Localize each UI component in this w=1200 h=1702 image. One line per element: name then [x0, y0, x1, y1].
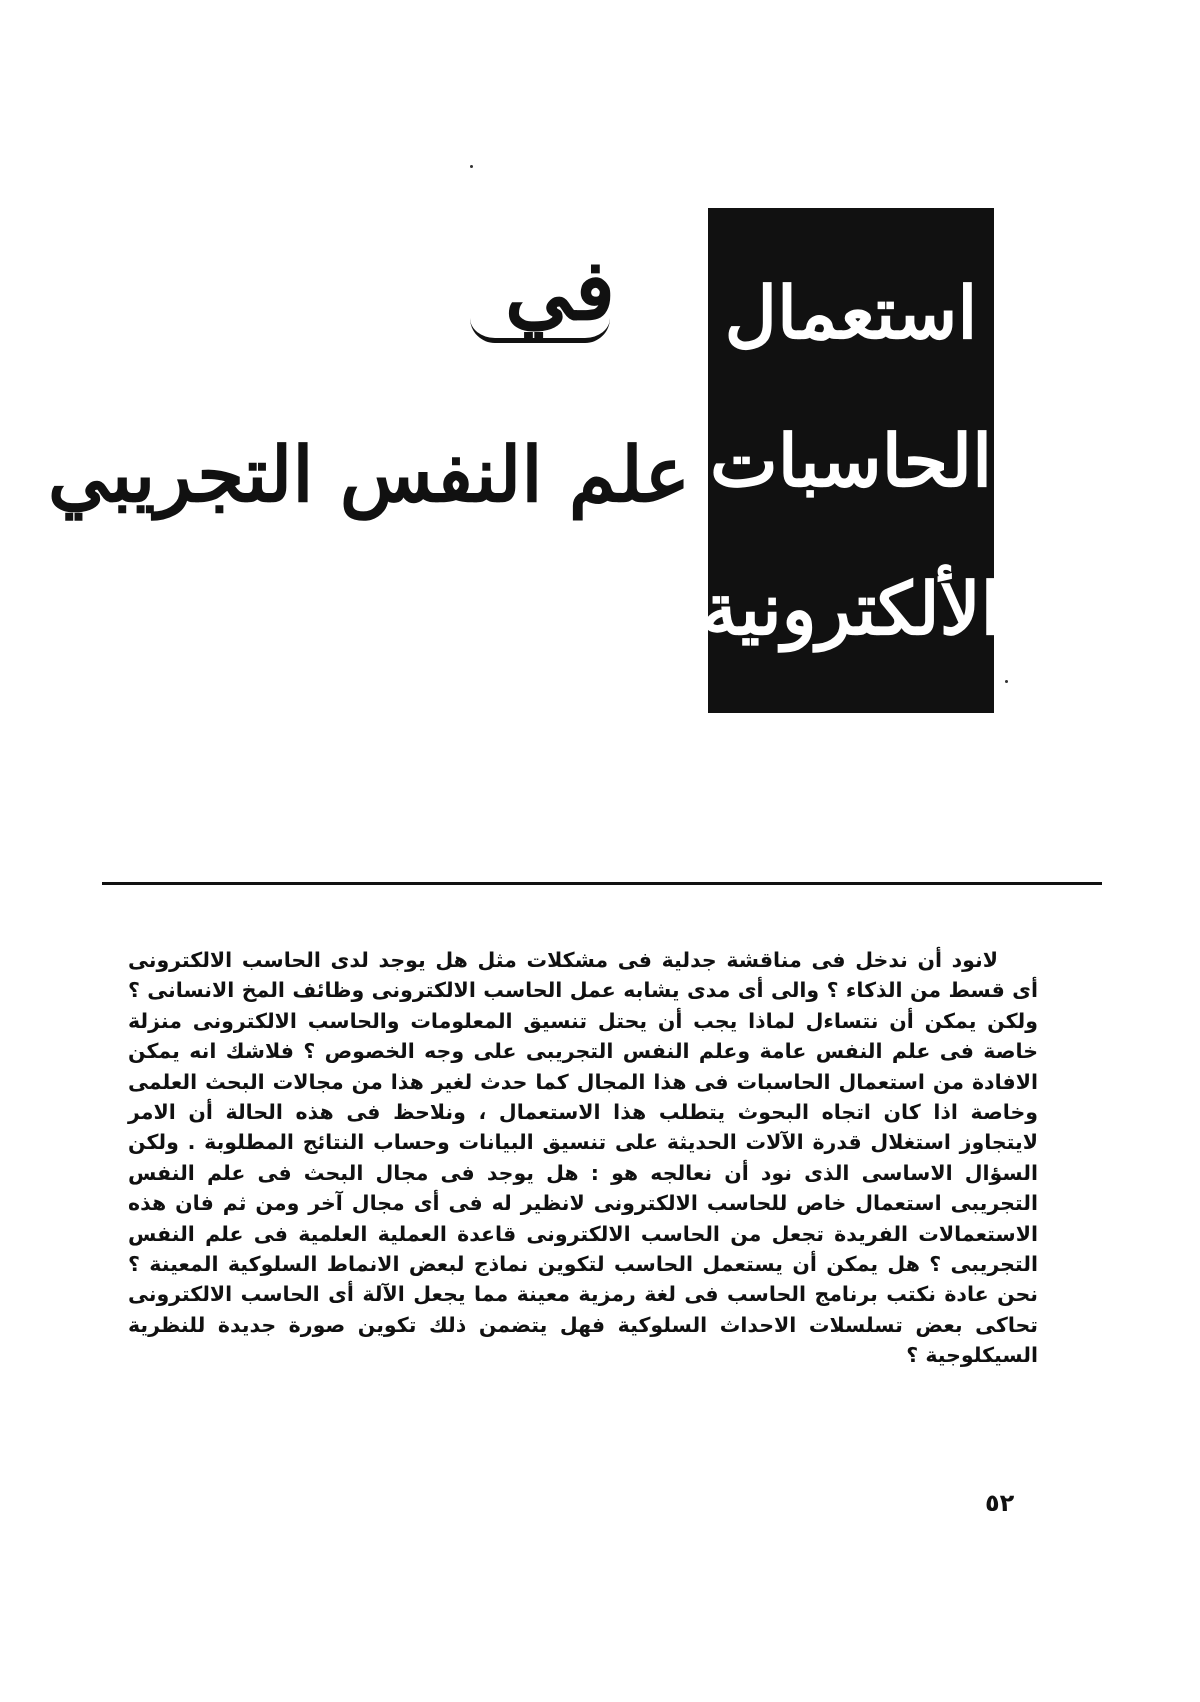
body-paragraph: لانود أن ندخل فى مناقشة جدلية فى مشكلات مثل هل يوجد لدى الحاسب الالكترونى أى قسط من الذكاء ؟ والى أى مدى يشابه عمل الحاسب الالكترونى وظائف المخ الانسانى ؟ ولكن يمكن أن نتساءل لماذا يجب أن يحتل تنسيق المعلومات والحاسب الالكترونى منزلة خاصة فى علم النفس عامة وعلم النفس التجريبى على وجه الخصوص ؟ فلاشك انه يمكن الافادة من استعمال الحاسبات فى هذا المجال كما حدث لغير هذا من مجالات البحث العلمى وخاصة اذا كان اتجاه البحوث يتطلب هذا الاستعمال ، ونلاحظ فى هذه الحالة أن الامر لايتجاوز استغلال قدرة الآلات الحديثة على تنسيق البيانات وحساب النتائج المطلوبة . ولكن السؤال الاساسى الذى نود أن نعالجه هو : هل يوجد فى مجال البحث فى علم النفس التجريبى استعمال خاص للحاسب الالكترونى لانظير له فى أى مجال آخر ومن ثم فان هذه الاستعمالات الفريدة تجعل من الحاسب الالكترونى قاعدة العملية العلمية فى علم النفس التجريبى ؟ هل يمكن أن يستعمل الحاسب لتكوين نماذج لبعض الانماط السلوكية المعينة ؟ نحن عادة نكتب برنامج الحاسب فى لغة رمزية معينة مما يجعل الآلة أى الحاسب الالكترونى تحاكى بعض تسلسلات الاحداث السلوكية فهل يتضمن ذلك تكوين صورة جديدة للنظرية السيكلوجية ؟ — [128, 948, 1038, 1368]
scan-speck — [1005, 680, 1008, 683]
connector-swash-decoration — [470, 318, 610, 343]
title-line-2: الحاسبات — [709, 417, 993, 503]
title-line-1: استعمال — [724, 269, 978, 355]
title-subject: علم النفس التجريبي — [47, 430, 690, 519]
page-number: ٥٢ — [985, 1489, 1015, 1517]
title-line-3: الألكترونية — [701, 565, 1001, 651]
title-connector: في — [504, 240, 616, 339]
scan-speck — [470, 165, 473, 168]
body-text — [128, 945, 1038, 1371]
horizontal-rule — [102, 882, 1102, 885]
title-box — [701, 208, 1001, 713]
